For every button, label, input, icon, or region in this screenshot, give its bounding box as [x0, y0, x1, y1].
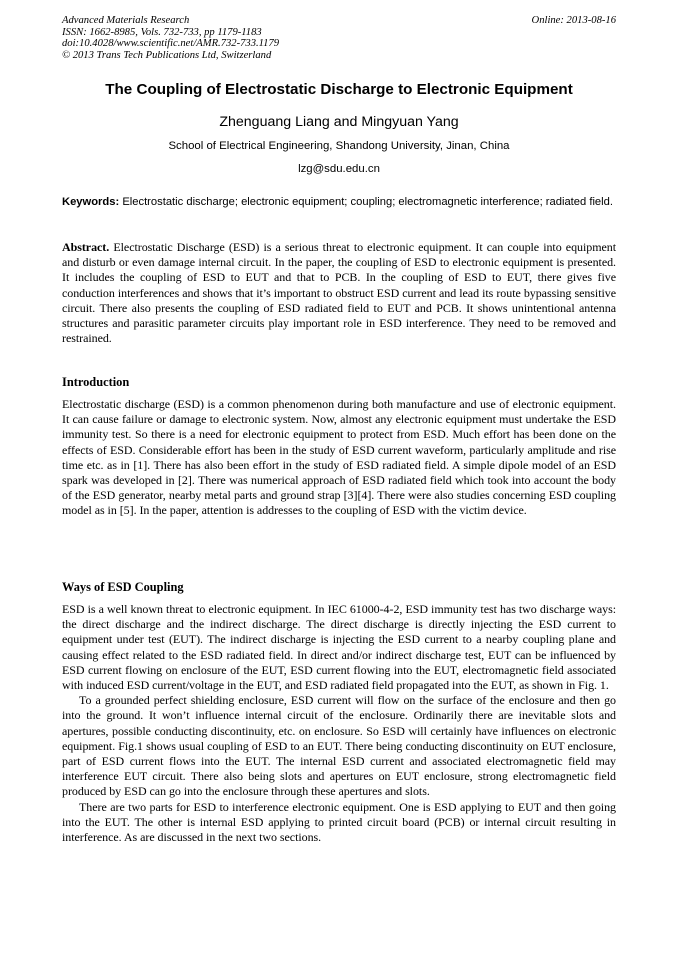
- ways-paragraph-1: ESD is a well known threat to electronic equipment. In IEC 61000-4-2, ESD immunity test has two discharge ways: the direct discharge and the indirect discharge. The direct discharge is directly injecting the ESD current to equipment under test (EUT). The indirect discharge is injecting the ESD current to a nearby coupling plane and causing effect related to the ESD radiated field. In direct and/or indirect discharge test, EUT can be influenced by ESD current flowing on enclosure of the EUT, ESD current flowing into the EUT, electromagnetic field associated with induced ESD current/voltage in the EUT, and ESD radiated field propagated into the EUT, as shown in Fig. 1.: [62, 602, 616, 693]
- abstract-text: Electrostatic Discharge (ESD) is a serious threat to electronic equipment. It can couple into equipment and disturb or even damage internal circuit. In the paper, the coupling of ESD to electronic equipment is presented. It includes the coupling of ESD to EUT and that to PCB. In the coupling of ESD to EUT, there gives five conduction interferences and shows that it’s important to obstruct ESD current and lead its route bypassing sensitive circuit. There also presents the coupling of ESD radiated field to EUT and PCB. It shows unintentional antenna structures and parasitic parameter circuits play important role in ESD interference. They need to be removed and restrained.: [62, 240, 617, 346]
- paper-authors: Zhenguang Liang and Mingyuan Yang: [219, 114, 459, 130]
- ways-heading: Ways of ESD Coupling: [62, 580, 184, 594]
- introduction-paragraph: Electrostatic discharge (ESD) is a common phenomenon during both manufacture and use of electronic equipment. It can cause failure or damage to electronic system. Now, almost any electronic equipment must undertake the ESD immunity test. So there is a need for electronic equipment to protect from ESD. Much effort has been done on the effects of ESD. Considerable effort has been in the study of ESD current waveform, particularly amplitude and rise time etc. as in [1]. There has also been effort in the study of ESD radiated field. A simple dipole model of an ESD spark was developed in [2]. There was numerical approach of ESD radiated field which took into account the body of the ESD generator, nearby metal parts and ground strap [3][4]. There were also studies concerning ESD coupling model as in [5]. In the paper, attention is addresses to the coupling of ESD with the victim device.: [62, 397, 616, 518]
- ways-paragraph-2: To a grounded perfect shielding enclosure, ESD current will flow on the surface of the enclosure and then go into the ground. It won’t influence internal circuit of the enclosure. Ordinarily there are inevitable slots and apertures, possible conducting discontinuity, etc. on enclosure. So ESD will certainly have influences on electronic equipment. Fig.1 shows usual coupling of ESD to an EUT. There being conducting discontinuity on EUT enclosure, part of ESD current flows into the EUT. The internal ESD current and associated electromagnetic field may interference EUT circuit. There also being slots and apertures on EUT enclosure, strong electromagnetic field produced by ESD can go into the enclosure through these apertures and slots.: [62, 693, 616, 799]
- journal-header: [62, 15, 482, 61]
- abstract-block: [62, 240, 616, 346]
- keywords-text: Electrostatic discharge; electronic equipment; coupling; electromagnetic interference; radiated field.: [122, 196, 613, 208]
- paper-title: The Coupling of Electrostatic Discharge to Electronic Equipment: [105, 81, 573, 98]
- copyright-line: © 2013 Trans Tech Publications Ltd, Switzerland: [62, 49, 272, 61]
- introduction-block: [62, 397, 616, 519]
- ways-paragraph-3: There are two parts for ESD to interference electronic equipment. One is ESD applying to EUT and then going into the EUT. The other is internal ESD applying to printed circuit board (PCB) or internal circuit resulting in interference. As are discussed in the next two sections.: [62, 799, 616, 845]
- issn-line: ISSN: 1662-8985, Vols. 732-733, pp 1179-1183: [62, 26, 262, 38]
- abstract-label: Abstract.: [62, 240, 110, 254]
- journal-name: Advanced Materials Research: [62, 15, 190, 26]
- introduction-heading: Introduction: [62, 375, 130, 389]
- keywords-block: [62, 195, 616, 210]
- keywords-label: Keywords:: [62, 196, 120, 208]
- doi-line: doi:10.4028/www.scientific.net/AMR.732-733.1179: [62, 38, 280, 50]
- author-email: lzg@sdu.edu.cn: [298, 163, 380, 175]
- author-affiliation: School of Electrical Engineering, Shandong University, Jinan, China: [168, 140, 510, 152]
- online-date: Online: 2013-08-16: [531, 15, 616, 26]
- ways-block: [62, 602, 616, 845]
